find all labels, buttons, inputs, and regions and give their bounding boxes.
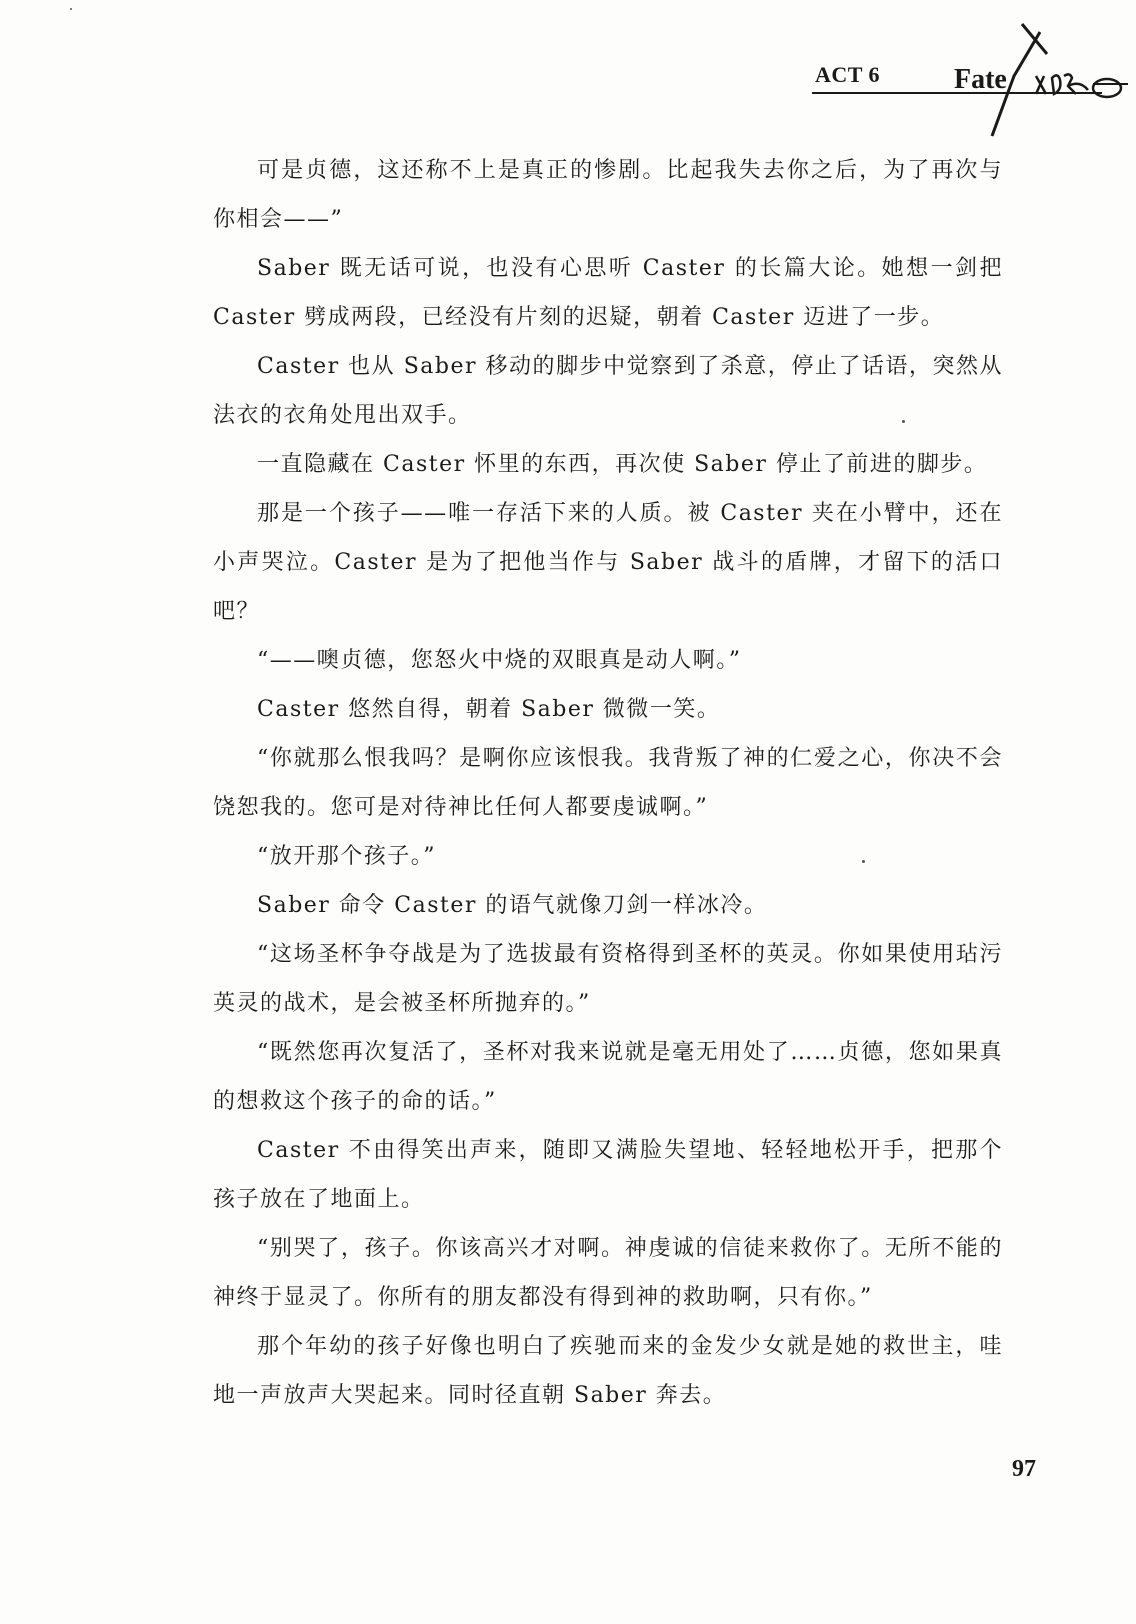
scan-speck	[902, 420, 905, 423]
paragraph-13: Caster 不由得笑出声来，随即又满脸失望地、轻轻地松开手，把那个孩子放在了地面上。	[213, 1138, 1003, 1212]
scan-speck	[862, 860, 865, 863]
paragraph-4: 一直隐藏在 Caster 怀里的东西，再次使 Saber 停止了前进的脚步。	[257, 452, 988, 477]
paragraph-9: “放开那个孩子。”	[257, 844, 436, 869]
paragraph-15: 那个年幼的孩子好像也明白了疾驰而来的金发少女就是她的救世主，哇地一声放声大哭起来。同时径直朝 Saber 奔去。	[213, 1334, 1003, 1408]
paragraph-2: Saber 既无话可说，也没有心思听 Caster 的长篇大论。她想一剑把 Caster 劈成两段，已经没有片刻的迟疑，朝着 Caster 迈进了一步。	[213, 256, 1003, 330]
paragraph-6: “——噢贞德，您怒火中烧的双眼真是动人啊。”	[257, 648, 742, 673]
paragraph-11: “这场圣杯争夺战是为了选拔最有资格得到圣杯的英灵。你如果使用玷污英灵的战术，是会被圣杯所抛弃的。”	[213, 942, 1003, 1016]
fate-zero-logo-icon	[952, 14, 1132, 154]
paragraph-14: “别哭了，孩子。你该高兴才对啊。神虔诚的信徒来救你了。无所不能的神终于显灵了。你所有的朋友都没有得到神的救助啊，只有你。”	[213, 1236, 1003, 1310]
paragraph-3: Caster 也从 Saber 移动的脚步中觉察到了杀意，停止了话语，突然从法衣的衣角处甩出双手。	[213, 354, 1003, 428]
chapter-heading: ACT 6	[815, 62, 881, 87]
paragraph-1: 可是贞德，这还称不上是真正的惨剧。比起我失去你之后，为了再次与你相会——”	[213, 158, 1003, 232]
scan-speck	[70, 8, 72, 10]
paragraph-8: “你就那么恨我吗？是啊你应该恨我。我背叛了神的仁爱之心，你决不会饶恕我的。您可是对待神比任何人都要虔诚啊。”	[213, 746, 1003, 820]
paragraph-12: “既然您再次复活了，圣杯对我来说就是毫无用处了……贞德，您如果真的想救这个孩子的命的话。”	[213, 1040, 1003, 1114]
body-text	[213, 146, 1003, 1420]
paragraph-7: Caster 悠然自得，朝着 Saber 微微一笑。	[257, 697, 721, 722]
paragraph-5: 那是一个孩子——唯一存活下来的人质。被 Caster 夹在小臂中，还在小声哭泣。Caster 是为了把他当作与 Saber 战斗的盾牌，才留下的活口吧？	[213, 501, 1003, 624]
page-number: 97	[1012, 1456, 1036, 1482]
paragraph-10: Saber 命令 Caster 的语气就像刀剑一样冰冷。	[257, 893, 768, 918]
logo-wordmark: Fate	[954, 64, 1007, 95]
